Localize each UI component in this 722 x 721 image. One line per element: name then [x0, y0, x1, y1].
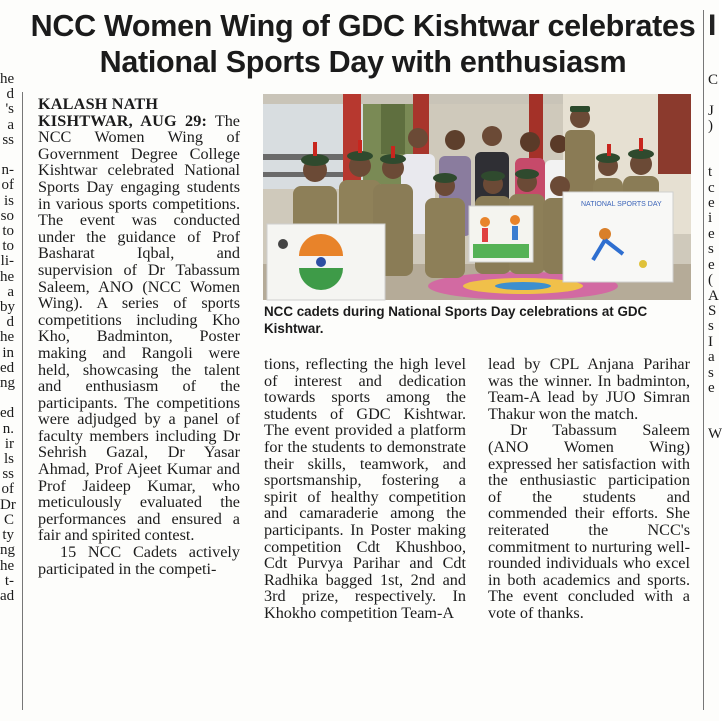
paragraph-1: The NCC Women Wing of Government Degree College Kishtwar celebrated National Sports Day engaging students in various sports competitions. The event was conducted under the guidance of Prof Basharat Iqbal, and supervision of Dr Tabassum Saleem, ANO (NCC Women Wing). A series of sports competitions including Kho Kho, Badminton, Poster making and Rangoli were held, showcasing the talent and enthusiasm of the participants. The competitions were adjudged by a panel of faculty members including Dr Sehrish Gazal, Dr Yasar Ahmad, Prof Ajeet Kumar and Prof Jaideep Kumar, who meticulously evaluated the performances and ensured a fair and spirited contest.: [38, 111, 240, 545]
article-column-2: [264, 356, 466, 622]
right-fragment-line: e: [708, 379, 715, 396]
right-fragment-line: [708, 150, 719, 165]
paragraph-closing: Dr Tabassum Saleem (ANO Women Wing) expressed her satisfaction with the enthusiastic participation of the students and commended their efforts. She reiterated the NCC's commitment to nurturing well-rounded individuals who excel in both academics and sports. The event concluded with a vote of thanks.: [488, 421, 690, 622]
right-fragment-line: i: [708, 210, 713, 227]
left-fragment-line: n.: [2, 420, 14, 437]
right-fragment-line: A: [708, 287, 719, 304]
dateline-author: KALASH NATH: [38, 95, 159, 113]
left-fragment-line: ng: [0, 542, 15, 559]
right-fragment-line: e: [708, 225, 715, 242]
right-article-fragment: [708, 9, 722, 710]
left-fragment-line: ls: [3, 451, 14, 468]
left-fragment-line: [0, 391, 14, 406]
article-headline: [28, 8, 698, 80]
right-fragment-line: e: [708, 256, 715, 273]
paragraph-2-start: 15 NCC Cadets actively participated in the competi-: [38, 543, 240, 578]
left-fragment-line: ed: [0, 359, 15, 376]
right-fragment-line: [708, 57, 719, 72]
headline-line-1: NCC Women Wing of GDC Kishtwar celebrates: [30, 9, 696, 43]
right-fragment-headline: I: [708, 9, 717, 42]
right-column-rule: [703, 10, 704, 710]
right-fragment-line: [708, 88, 719, 103]
photo-caption: NCC cadets during National Sports Day celebrations at GDC Kishtwar.: [264, 304, 648, 336]
left-fragment-line: to: [2, 238, 14, 255]
right-fragment-line: c: [708, 179, 715, 196]
left-fragment-line: li-: [0, 253, 14, 270]
left-column-rule: [22, 92, 23, 710]
left-fragment-line: ed: [0, 405, 15, 422]
left-fragment-line: he: [0, 71, 15, 87]
right-fragment-line: C: [708, 71, 719, 88]
left-fragment-line: of: [1, 177, 14, 194]
right-fragment-line: [708, 412, 719, 427]
right-fragment-line: s: [708, 318, 714, 335]
right-fragment-line: [708, 396, 719, 411]
headline-line-2: National Sports Day with enthusiasm: [99, 45, 627, 79]
left-fragment-line: 's: [5, 101, 14, 118]
left-fragment-line: Dr: [0, 496, 16, 513]
left-fragment-line: d: [6, 86, 14, 103]
left-fragment-line: he: [0, 329, 15, 346]
news-photo: [263, 94, 691, 300]
left-fragment-line: d: [6, 314, 14, 331]
article-column-3: [488, 356, 690, 622]
dateline-place-date: KISHTWAR, AUG 29:: [38, 111, 208, 130]
right-fragment-line: t: [708, 164, 713, 181]
left-fragment-line: [0, 148, 14, 163]
right-fragment-line: s: [708, 241, 714, 258]
right-fragment-line: s: [708, 364, 714, 381]
left-fragment-line: to: [2, 223, 14, 240]
right-fragment-line: e: [708, 195, 715, 212]
column-2-text: tions, reflecting the high level of interest and dedication towards sports among the students of GDC Kishtwar. The event provided a platform for the students to demonstrate their skills, teamwork, and sportsmanship, fostering a spirit of healthy competition and camaraderie among the participants. In Poster making competition Cdt Khushboo, Cdt Purvya Parihar and Cdt Radhika bagged 1st, 2nd and 3rd prize, respectively. In Khokho competition Team-A: [264, 355, 466, 622]
left-fragment-line: by: [0, 299, 15, 316]
left-fragment-line: so: [0, 207, 14, 224]
article-column-1: [38, 96, 240, 577]
right-fragment-line: a: [708, 349, 715, 366]
left-fragment-line: ad: [0, 587, 15, 604]
left-fragment-line: ty: [2, 527, 14, 544]
right-fragment-line: I: [708, 333, 713, 350]
left-fragment-line: a: [7, 116, 14, 133]
left-fragment-line: a: [7, 283, 14, 300]
column-3-text: lead by CPL Anjana Parihar was the winner. In badminton, Team-A lead by JUO Simran Thakur won the match.: [488, 355, 690, 423]
right-fragment-line: [708, 134, 719, 149]
left-article-fragment: [0, 72, 14, 712]
left-fragment-line: ng: [0, 375, 15, 392]
left-fragment-line: n-: [1, 162, 14, 179]
left-fragment-line: he: [0, 268, 15, 285]
left-fragment-line: of: [1, 481, 14, 498]
left-fragment-line: ss: [2, 131, 14, 148]
left-fragment-line: t-: [4, 572, 14, 589]
right-fragment-line: ): [708, 118, 713, 135]
right-fragment-line: W: [708, 426, 722, 443]
left-fragment-line: in: [2, 344, 14, 361]
right-fragment-line: S: [708, 302, 717, 319]
svg-text:NATIONAL SPORTS DAY: NATIONAL SPORTS DAY: [581, 201, 662, 208]
left-fragment-line: ss: [2, 466, 14, 483]
left-fragment-line: is: [3, 192, 14, 209]
left-fragment-line: C: [3, 511, 14, 528]
right-fragment-line: [708, 42, 719, 57]
right-fragment-line: J: [708, 102, 714, 119]
left-fragment-line: he: [0, 557, 15, 574]
left-fragment-line: ir: [4, 435, 14, 452]
right-fragment-line: (: [708, 272, 713, 289]
